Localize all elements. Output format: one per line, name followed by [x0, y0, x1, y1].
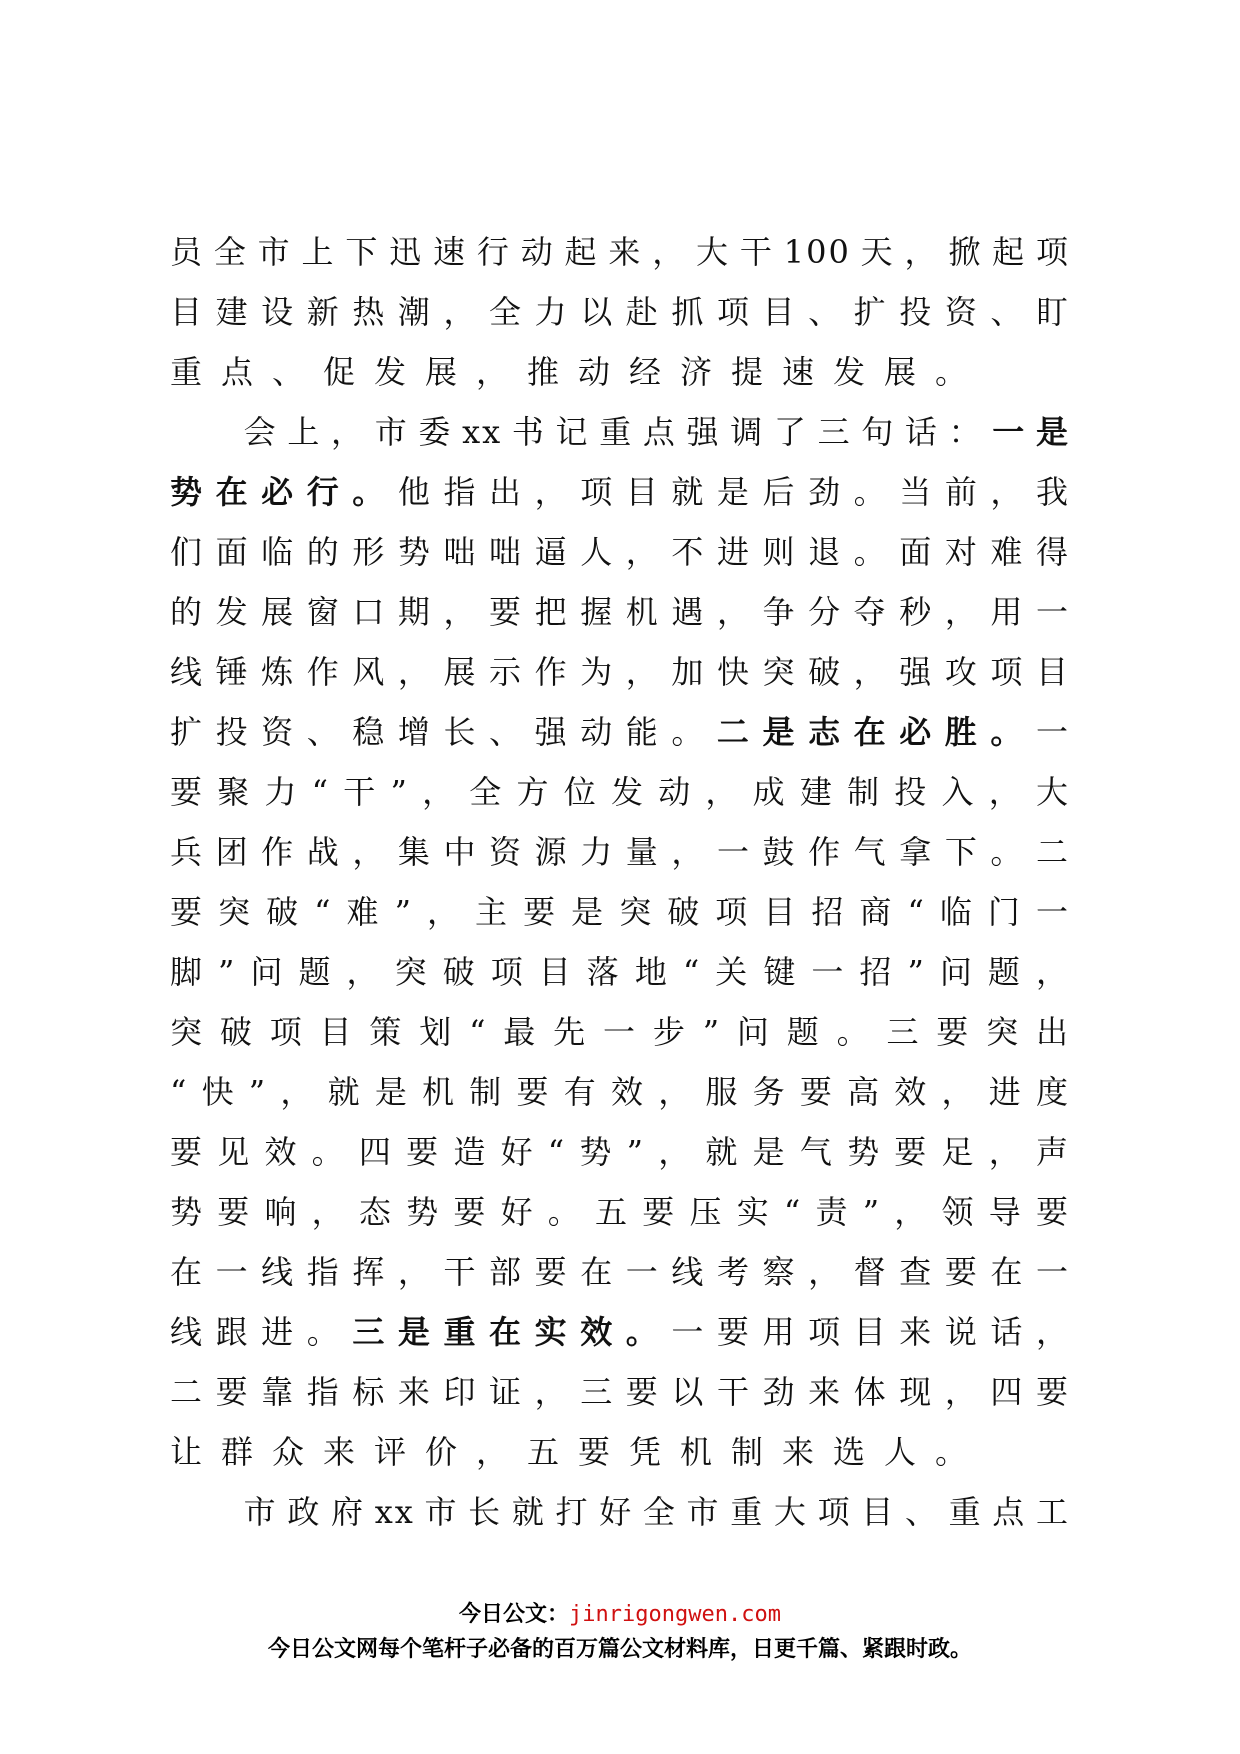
- text-line: [170, 342, 1070, 402]
- bold-heading: 二是志在必胜。: [716, 713, 1036, 751]
- text-line: [170, 582, 1070, 642]
- text-line: [170, 522, 1070, 582]
- text-line: [170, 942, 1070, 1002]
- text-run: 二要靠指标来印证，三要以干劲来体现，四要: [170, 1373, 1070, 1411]
- text-run: 让群众来评价，五要凭机制来选人。: [170, 1433, 987, 1471]
- text-run: 员全市上下迅速行动起来，大干100天，掀起项: [170, 233, 1070, 271]
- text-run: 兵团作战，集中资源力量，一鼓作气拿下。二: [170, 833, 1070, 871]
- text-run: 他指出，项目就是后劲。当前，我: [397, 473, 1070, 511]
- text-run: 重点、促发展，推动经济提速发展。: [170, 353, 987, 391]
- text-run: 线锤炼作风，展示作为，加快突破，强攻项目: [170, 653, 1070, 691]
- text-line: [170, 1482, 1070, 1542]
- text-line: [170, 1242, 1070, 1302]
- text-run: 线跟进。: [170, 1313, 353, 1351]
- text-line: [170, 882, 1070, 942]
- footer-site-line: [0, 1597, 1240, 1628]
- document-body: [170, 222, 1070, 1542]
- text-run: 一: [1035, 713, 1070, 751]
- text-run: 目建设新热潮，全力以赴抓项目、扩投资、盯: [170, 293, 1070, 331]
- text-line: [170, 1422, 1070, 1482]
- text-run: 会上，市委xx书记重点强调了三句话：: [234, 413, 993, 451]
- bold-heading: 三是重在实效。: [352, 1313, 672, 1351]
- text-run: 势要响，态势要好。五要压实“责”，领导要: [170, 1193, 1070, 1231]
- text-run: 突破项目策划“最先一步”问题。三要突出: [170, 1013, 1070, 1051]
- footer-site-link[interactable]: jinrigongwen.com: [569, 1602, 781, 1627]
- text-run: 在一线指挥，干部要在一线考察，督查要在一: [170, 1253, 1070, 1291]
- text-line: [170, 1182, 1070, 1242]
- text-line: [170, 1302, 1070, 1362]
- text-line: [170, 1362, 1070, 1422]
- text-line: [170, 1062, 1070, 1122]
- text-run: 一要用项目来说话，: [671, 1313, 1070, 1351]
- text-line: [170, 642, 1070, 702]
- text-line: [170, 222, 1070, 282]
- footer-tagline: 今日公文网每个笔杆子必备的百万篇公文材料库，日更千篇、紧跟时政。: [267, 1637, 972, 1662]
- text-run: 脚”问题，突破项目落地“关键一招”问题，: [170, 953, 1070, 991]
- text-line: [170, 462, 1070, 522]
- text-run: “快”，就是机制要有效，服务要高效，进度: [170, 1073, 1070, 1111]
- text-run: 的发展窗口期，要把握机遇，争分夺秒，用一: [170, 593, 1070, 631]
- text-run: 扩投资、稳增长、强动能。: [170, 713, 717, 751]
- bold-heading: 一是: [992, 413, 1070, 451]
- text-line: [170, 762, 1070, 822]
- footer-site-label: 今日公文：: [459, 1602, 570, 1627]
- bold-heading: 势在必行。: [170, 473, 398, 511]
- text-line: [170, 282, 1070, 342]
- text-line: [170, 702, 1070, 762]
- text-run: 们面临的形势咄咄逼人，不进则退。面对难得: [170, 533, 1070, 571]
- text-run: 要聚力“干”，全方位发动，成建制投入，大: [170, 773, 1070, 811]
- text-run: 要突破“难”，主要是突破项目招商“临门一: [170, 893, 1070, 931]
- text-line: [170, 1002, 1070, 1062]
- text-line: [170, 402, 1070, 462]
- text-run: 要见效。四要造好“势”，就是气势要足，声: [170, 1133, 1070, 1171]
- text-run: 市政府xx市长就打好全市重大项目、重点工: [234, 1493, 1070, 1531]
- text-line: [170, 1122, 1070, 1182]
- text-line: [170, 822, 1070, 882]
